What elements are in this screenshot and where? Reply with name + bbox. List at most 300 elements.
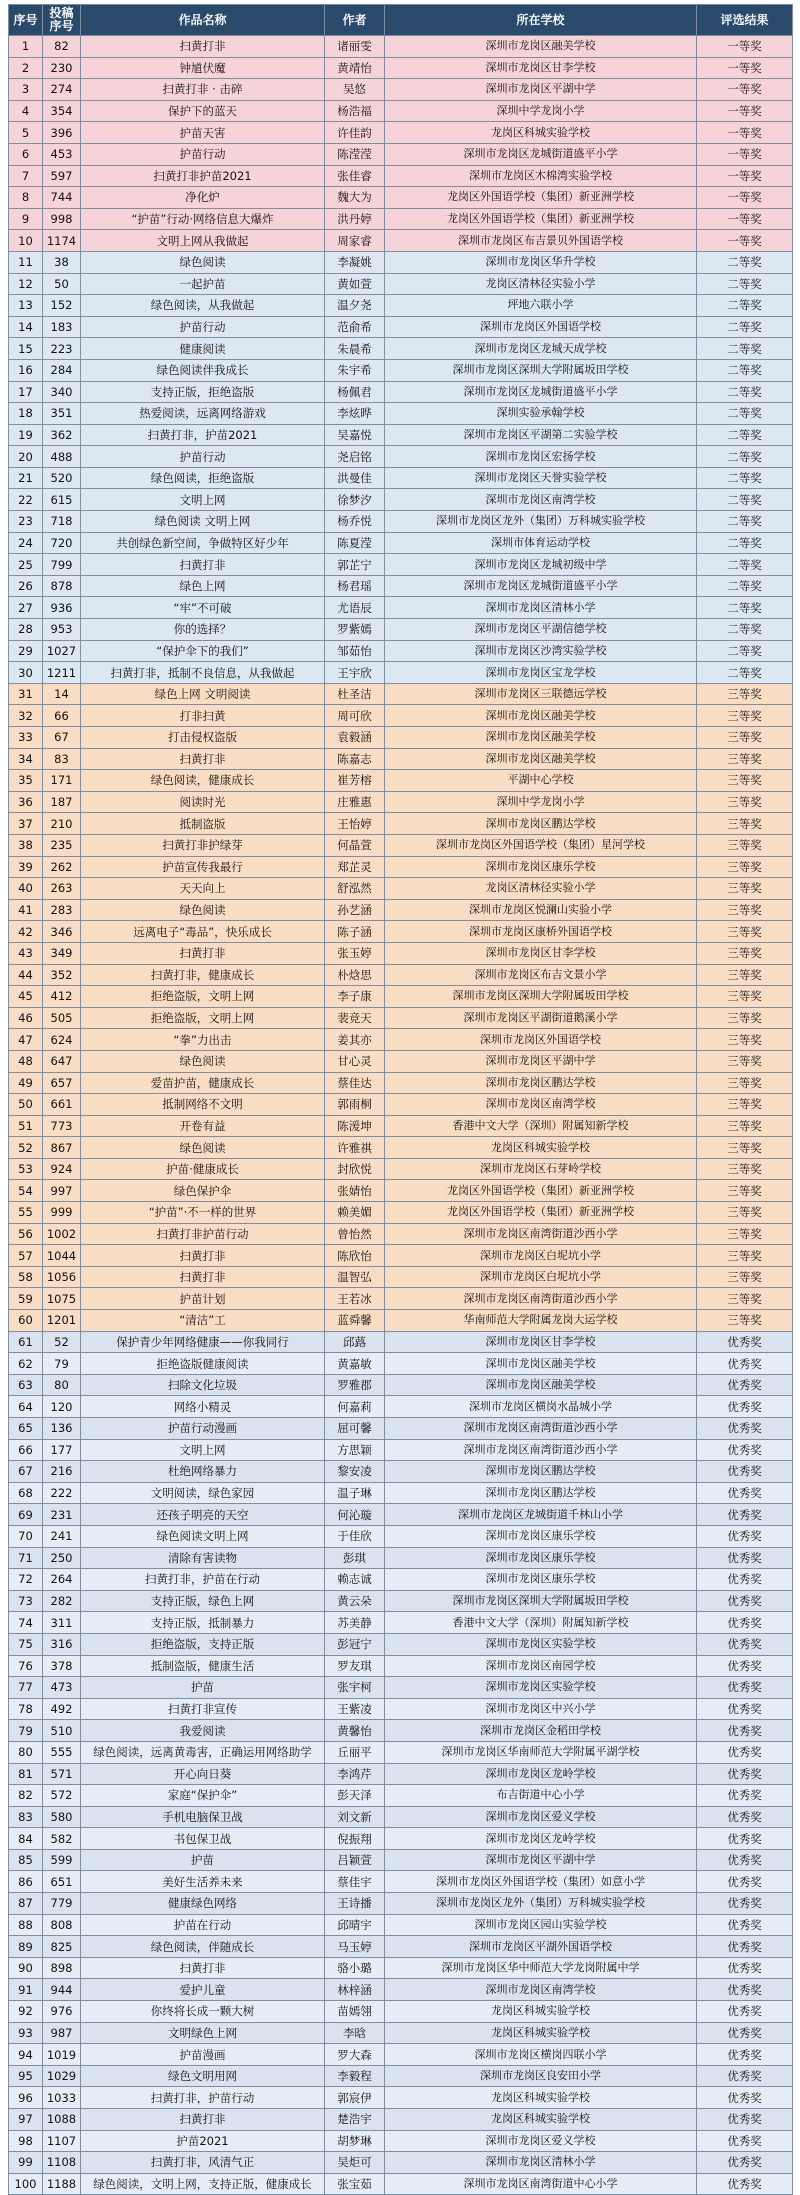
cell-title: 热爱阅读，远离网络游戏 bbox=[81, 403, 325, 425]
cell-submission-no: 340 bbox=[43, 381, 81, 403]
cell-title: 护苗行动 bbox=[81, 446, 325, 468]
cell-result: 二等奖 bbox=[697, 575, 793, 597]
cell-title: 绿色阅读伴我成长 bbox=[81, 359, 325, 381]
table-header-row bbox=[9, 5, 793, 36]
cell-title: 杜绝网络暴力 bbox=[81, 1461, 325, 1483]
cell-seq: 28 bbox=[9, 619, 43, 641]
cell-result: 三等奖 bbox=[697, 921, 793, 943]
cell-author: 李鸿芹 bbox=[325, 1763, 385, 1785]
table-row bbox=[9, 964, 793, 986]
cell-author: 蓝舜馨 bbox=[325, 1310, 385, 1332]
cell-school: 深圳市龙岗区木棉湾实验学校 bbox=[385, 165, 697, 187]
cell-title: 护苗行动 bbox=[81, 316, 325, 338]
cell-submission-no: 720 bbox=[43, 532, 81, 554]
cell-title: 扫黄打非护苗2021 bbox=[81, 165, 325, 187]
cell-submission-no: 1188 bbox=[43, 2173, 81, 2195]
cell-seq: 30 bbox=[9, 662, 43, 684]
cell-author: 崔芳榕 bbox=[325, 770, 385, 792]
cell-school: 龙岗区外国语学校（集团）新亚洲学校 bbox=[385, 187, 697, 209]
cell-title: 扫黄打非 bbox=[81, 554, 325, 576]
cell-school: 深圳中学龙岗小学 bbox=[385, 791, 697, 813]
cell-author: 张佳睿 bbox=[325, 165, 385, 187]
cell-author: 黄如萱 bbox=[325, 273, 385, 295]
cell-seq: 63 bbox=[9, 1374, 43, 1396]
cell-seq: 6 bbox=[9, 143, 43, 165]
cell-result: 优秀奖 bbox=[697, 1677, 793, 1699]
cell-seq: 70 bbox=[9, 1525, 43, 1547]
cell-school: 深圳市龙岗区南湾街道中心小学 bbox=[385, 2173, 697, 2195]
cell-school: 深圳市龙岗区平湖第二实验学校 bbox=[385, 424, 697, 446]
table-row bbox=[9, 1763, 793, 1785]
table-row bbox=[9, 1396, 793, 1418]
cell-author: 黎安凌 bbox=[325, 1461, 385, 1483]
cell-result: 优秀奖 bbox=[697, 1741, 793, 1763]
cell-title: “清洁”工 bbox=[81, 1310, 325, 1332]
cell-title: 绿色阅读，伴随成长 bbox=[81, 1936, 325, 1958]
cell-title: 保护下的蓝天 bbox=[81, 100, 325, 122]
cell-author: 屈可馨 bbox=[325, 1418, 385, 1440]
cell-result: 优秀奖 bbox=[697, 1655, 793, 1677]
cell-author: 张婧怡 bbox=[325, 1180, 385, 1202]
cell-seq: 32 bbox=[9, 705, 43, 727]
cell-author: 周可欣 bbox=[325, 705, 385, 727]
cell-seq: 11 bbox=[9, 251, 43, 273]
cell-result: 一等奖 bbox=[697, 36, 793, 58]
table-row bbox=[9, 921, 793, 943]
cell-result: 优秀奖 bbox=[697, 1849, 793, 1871]
table-row bbox=[9, 1374, 793, 1396]
cell-result: 优秀奖 bbox=[697, 1785, 793, 1807]
table-row bbox=[9, 143, 793, 165]
table-row bbox=[9, 770, 793, 792]
cell-school: 深圳市龙岗区平湖中学 bbox=[385, 1050, 697, 1072]
cell-school: 坪地六联小学 bbox=[385, 295, 697, 317]
cell-school: 深圳市龙岗区平湖外国语学校 bbox=[385, 1936, 697, 1958]
table-row bbox=[9, 2087, 793, 2109]
cell-author: 罗友琪 bbox=[325, 1655, 385, 1677]
cell-seq: 72 bbox=[9, 1569, 43, 1591]
cell-author: 楚浩宇 bbox=[325, 2109, 385, 2131]
table-row bbox=[9, 1698, 793, 1720]
cell-submission-no: 283 bbox=[43, 899, 81, 921]
cell-school: 深圳市龙岗区平湖街道鹅溪小学 bbox=[385, 1007, 697, 1029]
cell-submission-no: 264 bbox=[43, 1569, 81, 1591]
cell-submission-no: 1029 bbox=[43, 2065, 81, 2087]
cell-title: 扫黄打非，风清气正 bbox=[81, 2152, 325, 2174]
cell-seq: 49 bbox=[9, 1072, 43, 1094]
cell-school: 深圳市体育运动学校 bbox=[385, 532, 697, 554]
cell-seq: 92 bbox=[9, 2001, 43, 2023]
cell-author: 陈夏滢 bbox=[325, 532, 385, 554]
cell-seq: 33 bbox=[9, 727, 43, 749]
table-row bbox=[9, 2152, 793, 2174]
cell-author: 赖志诚 bbox=[325, 1569, 385, 1591]
cell-author: 姜其亦 bbox=[325, 1029, 385, 1051]
cell-submission-no: 396 bbox=[43, 122, 81, 144]
cell-seq: 56 bbox=[9, 1223, 43, 1245]
cell-result: 一等奖 bbox=[697, 230, 793, 252]
cell-title: 绿色阅读 bbox=[81, 1050, 325, 1072]
cell-result: 优秀奖 bbox=[697, 1461, 793, 1483]
table-row bbox=[9, 338, 793, 360]
cell-author: 洪丹婷 bbox=[325, 208, 385, 230]
table-row bbox=[9, 878, 793, 900]
cell-author: 孙艺涵 bbox=[325, 899, 385, 921]
cell-seq: 61 bbox=[9, 1331, 43, 1353]
table-row bbox=[9, 1331, 793, 1353]
cell-result: 二等奖 bbox=[697, 273, 793, 295]
table-row bbox=[9, 619, 793, 641]
cell-title: “拳”力出击 bbox=[81, 1029, 325, 1051]
cell-title: 绿色上网 文明阅读 bbox=[81, 683, 325, 705]
table-row bbox=[9, 856, 793, 878]
cell-submission-no: 222 bbox=[43, 1482, 81, 1504]
table-row bbox=[9, 1439, 793, 1461]
cell-title: 手机电脑保卫战 bbox=[81, 1806, 325, 1828]
table-row bbox=[9, 662, 793, 684]
cell-school: 深圳市龙岗区华南师范大学附属平湖学校 bbox=[385, 1741, 697, 1763]
cell-submission-no: 555 bbox=[43, 1741, 81, 1763]
cell-seq: 88 bbox=[9, 1914, 43, 1936]
cell-title: 护苗2021 bbox=[81, 2130, 325, 2152]
cell-school: 深圳市龙岗区外国语学校（集团）如意小学 bbox=[385, 1871, 697, 1893]
cell-school: 深圳市龙岗区甘李学校 bbox=[385, 57, 697, 79]
cell-author: 舒泓然 bbox=[325, 878, 385, 900]
cell-result: 三等奖 bbox=[697, 899, 793, 921]
cell-submission-no: 316 bbox=[43, 1633, 81, 1655]
cell-title: 支持正版，绿色上网 bbox=[81, 1590, 325, 1612]
cell-result: 优秀奖 bbox=[697, 1353, 793, 1375]
table-row bbox=[9, 1223, 793, 1245]
cell-author: 黄云朵 bbox=[325, 1590, 385, 1612]
cell-author: 陈子涵 bbox=[325, 921, 385, 943]
cell-school: 深圳市龙岗区宝龙学校 bbox=[385, 662, 697, 684]
cell-seq: 25 bbox=[9, 554, 43, 576]
cell-author: 朱宇希 bbox=[325, 359, 385, 381]
cell-title: 绿色阅读，远离黄毒害，正确运用网络助学 bbox=[81, 1741, 325, 1763]
table-row bbox=[9, 942, 793, 964]
cell-author: 李晗 bbox=[325, 2022, 385, 2044]
cell-school: 深圳市龙岗区中兴小学 bbox=[385, 1698, 697, 1720]
cell-school: 深圳实验承翰学校 bbox=[385, 403, 697, 425]
header-author: 作者 bbox=[325, 5, 385, 36]
cell-submission-no: 216 bbox=[43, 1461, 81, 1483]
cell-seq: 68 bbox=[9, 1482, 43, 1504]
cell-school: 深圳市龙岗区融美学校 bbox=[385, 1374, 697, 1396]
cell-school: 华南师范大学附属龙岗大运学校 bbox=[385, 1310, 697, 1332]
table-row bbox=[9, 446, 793, 468]
table-row bbox=[9, 1504, 793, 1526]
cell-title: 阅读时光 bbox=[81, 791, 325, 813]
cell-result: 三等奖 bbox=[697, 791, 793, 813]
cell-school: 深圳市龙岗区融美学校 bbox=[385, 705, 697, 727]
cell-submission-no: 998 bbox=[43, 208, 81, 230]
cell-seq: 17 bbox=[9, 381, 43, 403]
cell-seq: 83 bbox=[9, 1806, 43, 1828]
table-row bbox=[9, 295, 793, 317]
cell-result: 二等奖 bbox=[697, 316, 793, 338]
cell-title: “保护伞下的我们” bbox=[81, 640, 325, 662]
cell-result: 优秀奖 bbox=[697, 1914, 793, 1936]
cell-author: 吕颖萱 bbox=[325, 1849, 385, 1871]
cell-school: 深圳市龙岗区横岗四联小学 bbox=[385, 2044, 697, 2066]
cell-submission-no: 997 bbox=[43, 1180, 81, 1202]
cell-title: 文明绿色上网 bbox=[81, 2022, 325, 2044]
cell-seq: 86 bbox=[9, 1871, 43, 1893]
cell-submission-no: 944 bbox=[43, 1979, 81, 2001]
table-row bbox=[9, 1266, 793, 1288]
header-result: 评选结果 bbox=[697, 5, 793, 36]
cell-seq: 65 bbox=[9, 1418, 43, 1440]
cell-title: 抵制盗版，健康生活 bbox=[81, 1655, 325, 1677]
cell-title: 绿色阅读 文明上网 bbox=[81, 511, 325, 533]
cell-author: 洪曼佳 bbox=[325, 467, 385, 489]
cell-school: 深圳市龙岗区甘李学校 bbox=[385, 1331, 697, 1353]
cell-result: 优秀奖 bbox=[697, 2022, 793, 2044]
cell-seq: 64 bbox=[9, 1396, 43, 1418]
cell-title: 绿色阅读，健康成长 bbox=[81, 770, 325, 792]
cell-author: 李子康 bbox=[325, 986, 385, 1008]
cell-result: 三等奖 bbox=[697, 834, 793, 856]
cell-seq: 95 bbox=[9, 2065, 43, 2087]
cell-school: 深圳市龙岗区华中师范大学龙岗附属中学 bbox=[385, 1957, 697, 1979]
cell-school: 深圳市龙岗区实验学校 bbox=[385, 1633, 697, 1655]
cell-school: 深圳市龙岗区南湾学校 bbox=[385, 489, 697, 511]
cell-school: 深圳市龙岗区龙城初级中学 bbox=[385, 554, 697, 576]
cell-result: 优秀奖 bbox=[697, 1806, 793, 1828]
cell-school: 深圳市龙岗区天誉实验学校 bbox=[385, 467, 697, 489]
cell-result: 优秀奖 bbox=[697, 2109, 793, 2131]
cell-school: 深圳市龙岗区南湾学校 bbox=[385, 1979, 697, 2001]
cell-author: 张玉婷 bbox=[325, 942, 385, 964]
cell-school: 深圳市龙岗区龙岭学校 bbox=[385, 1763, 697, 1785]
cell-author: 何晶萱 bbox=[325, 834, 385, 856]
cell-school: 深圳市龙岗区龙岭学校 bbox=[385, 1828, 697, 1850]
cell-seq: 46 bbox=[9, 1007, 43, 1029]
table-row bbox=[9, 1525, 793, 1547]
table-row bbox=[9, 1677, 793, 1699]
table-row bbox=[9, 1741, 793, 1763]
cell-title: 扫黄打非，护苗在行动 bbox=[81, 1569, 325, 1591]
cell-submission-no: 999 bbox=[43, 1202, 81, 1224]
cell-author: 黄嘉敏 bbox=[325, 1353, 385, 1375]
cell-school: 龙岗区科城实验学校 bbox=[385, 2109, 697, 2131]
cell-title: 绿色上网 bbox=[81, 575, 325, 597]
cell-submission-no: 52 bbox=[43, 1331, 81, 1353]
cell-submission-no: 799 bbox=[43, 554, 81, 576]
cell-result: 二等奖 bbox=[697, 295, 793, 317]
cell-result: 优秀奖 bbox=[697, 2065, 793, 2087]
cell-author: 陈湲坤 bbox=[325, 1115, 385, 1137]
cell-title: 钟馗伏魔 bbox=[81, 57, 325, 79]
cell-school: 深圳市龙岗区布吉文景小学 bbox=[385, 964, 697, 986]
table-row bbox=[9, 899, 793, 921]
cell-school: 龙岗区外国语学校（集团）新亚洲学校 bbox=[385, 1202, 697, 1224]
table-row bbox=[9, 467, 793, 489]
cell-title: 抵制网络不文明 bbox=[81, 1094, 325, 1116]
cell-author: 方思颖 bbox=[325, 1439, 385, 1461]
cell-author: 郭雨桐 bbox=[325, 1094, 385, 1116]
table-row bbox=[9, 1029, 793, 1051]
cell-school: 深圳市龙岗区龙城天成学校 bbox=[385, 338, 697, 360]
table-row bbox=[9, 575, 793, 597]
cell-author: 曾怡然 bbox=[325, 1223, 385, 1245]
table-row bbox=[9, 1655, 793, 1677]
cell-seq: 42 bbox=[9, 921, 43, 943]
cell-seq: 44 bbox=[9, 964, 43, 986]
cell-submission-no: 14 bbox=[43, 683, 81, 705]
cell-author: 苏美静 bbox=[325, 1612, 385, 1634]
cell-seq: 1 bbox=[9, 36, 43, 58]
cell-submission-no: 241 bbox=[43, 1525, 81, 1547]
cell-author: 郑芷灵 bbox=[325, 856, 385, 878]
table-row bbox=[9, 1094, 793, 1116]
header-title: 作品名称 bbox=[81, 5, 325, 36]
cell-author: 邱晴宇 bbox=[325, 1914, 385, 1936]
cell-school: 深圳市龙岗区华升学校 bbox=[385, 251, 697, 273]
cell-author: 封欣悦 bbox=[325, 1158, 385, 1180]
cell-submission-no: 210 bbox=[43, 813, 81, 835]
cell-submission-no: 580 bbox=[43, 1806, 81, 1828]
cell-result: 二等奖 bbox=[697, 446, 793, 468]
cell-result: 优秀奖 bbox=[697, 1525, 793, 1547]
table-row bbox=[9, 273, 793, 295]
cell-result: 三等奖 bbox=[697, 1029, 793, 1051]
cell-seq: 67 bbox=[9, 1461, 43, 1483]
cell-school: 深圳市龙岗区甘李学校 bbox=[385, 942, 697, 964]
cell-title: 护苗计划 bbox=[81, 1288, 325, 1310]
cell-result: 三等奖 bbox=[697, 1137, 793, 1159]
cell-submission-no: 520 bbox=[43, 467, 81, 489]
cell-author: 杨乔悦 bbox=[325, 511, 385, 533]
table-row bbox=[9, 1936, 793, 1958]
cell-result: 优秀奖 bbox=[697, 1763, 793, 1785]
cell-result: 三等奖 bbox=[697, 1310, 793, 1332]
cell-author: 温子琳 bbox=[325, 1482, 385, 1504]
table-row bbox=[9, 208, 793, 230]
cell-author: 温智弘 bbox=[325, 1266, 385, 1288]
cell-title: 我爱阅读 bbox=[81, 1720, 325, 1742]
table-row bbox=[9, 1979, 793, 2001]
cell-result: 一等奖 bbox=[697, 100, 793, 122]
cell-submission-no: 878 bbox=[43, 575, 81, 597]
cell-title: 一起护苗 bbox=[81, 273, 325, 295]
table-row bbox=[9, 2173, 793, 2195]
cell-title: 扫黄打非 bbox=[81, 36, 325, 58]
cell-result: 二等奖 bbox=[697, 251, 793, 273]
cell-submission-no: 808 bbox=[43, 1914, 81, 1936]
cell-result: 三等奖 bbox=[697, 727, 793, 749]
cell-submission-no: 66 bbox=[43, 705, 81, 727]
cell-author: 胡梦琳 bbox=[325, 2130, 385, 2152]
table-row bbox=[9, 2109, 793, 2131]
cell-title: 扫黄打非 bbox=[81, 942, 325, 964]
cell-author: 陈欣怡 bbox=[325, 1245, 385, 1267]
cell-school: 深圳市龙岗区融美学校 bbox=[385, 727, 697, 749]
cell-submission-no: 183 bbox=[43, 316, 81, 338]
cell-result: 二等奖 bbox=[697, 338, 793, 360]
cell-seq: 41 bbox=[9, 899, 43, 921]
table-row bbox=[9, 381, 793, 403]
cell-school: 深圳市龙岗区康桥外国语学校 bbox=[385, 921, 697, 943]
cell-submission-no: 346 bbox=[43, 921, 81, 943]
cell-school: 平湖中心学校 bbox=[385, 770, 697, 792]
cell-result: 二等奖 bbox=[697, 554, 793, 576]
cell-author: 杨浩福 bbox=[325, 100, 385, 122]
cell-seq: 18 bbox=[9, 403, 43, 425]
cell-result: 三等奖 bbox=[697, 856, 793, 878]
cell-school: 深圳市龙岗区爱义学校 bbox=[385, 1806, 697, 1828]
cell-title: 扫除文化垃圾 bbox=[81, 1374, 325, 1396]
cell-school: 深圳市龙岗区外国语学校（集团）星河学校 bbox=[385, 834, 697, 856]
cell-result: 优秀奖 bbox=[697, 1720, 793, 1742]
cell-seq: 43 bbox=[9, 942, 43, 964]
table-row bbox=[9, 359, 793, 381]
cell-title: 护苗宣传我最行 bbox=[81, 856, 325, 878]
table-row bbox=[9, 424, 793, 446]
cell-submission-no: 825 bbox=[43, 1936, 81, 1958]
cell-title: 护苗·健康成长 bbox=[81, 1158, 325, 1180]
cell-title: 文明上网从我做起 bbox=[81, 230, 325, 252]
cell-submission-no: 936 bbox=[43, 597, 81, 619]
cell-school: 深圳市龙岗区沙湾实验学校 bbox=[385, 640, 697, 662]
cell-result: 优秀奖 bbox=[697, 2173, 793, 2195]
cell-result: 一等奖 bbox=[697, 122, 793, 144]
table-row bbox=[9, 122, 793, 144]
cell-title: 你的选择？ bbox=[81, 619, 325, 641]
cell-title: 支持正版，拒绝盗版 bbox=[81, 381, 325, 403]
cell-author: 李炫晔 bbox=[325, 403, 385, 425]
cell-result: 优秀奖 bbox=[697, 2044, 793, 2066]
cell-submission-no: 80 bbox=[43, 1374, 81, 1396]
cell-seq: 80 bbox=[9, 1741, 43, 1763]
cell-school: 深圳市龙岗区融美学校 bbox=[385, 1353, 697, 1375]
cell-result: 优秀奖 bbox=[697, 2152, 793, 2174]
cell-submission-no: 282 bbox=[43, 1590, 81, 1612]
cell-school: 深圳市龙岗区南湾街道沙西小学 bbox=[385, 1223, 697, 1245]
cell-seq: 62 bbox=[9, 1353, 43, 1375]
cell-seq: 77 bbox=[9, 1677, 43, 1699]
cell-result: 优秀奖 bbox=[697, 2001, 793, 2023]
cell-author: 刘文新 bbox=[325, 1806, 385, 1828]
cell-author: 许佳韵 bbox=[325, 122, 385, 144]
cell-seq: 87 bbox=[9, 1893, 43, 1915]
cell-result: 优秀奖 bbox=[697, 1374, 793, 1396]
table-row bbox=[9, 230, 793, 252]
cell-submission-no: 597 bbox=[43, 165, 81, 187]
cell-author: 诸丽雯 bbox=[325, 36, 385, 58]
cell-school: 香港中文大学（深圳）附属知新学校 bbox=[385, 1612, 697, 1634]
cell-submission-no: 473 bbox=[43, 1677, 81, 1699]
cell-school: 深圳市龙岗区清林小学 bbox=[385, 2152, 697, 2174]
cell-seq: 58 bbox=[9, 1266, 43, 1288]
cell-title: 净化炉 bbox=[81, 187, 325, 209]
cell-title: “牢”不可破 bbox=[81, 597, 325, 619]
cell-seq: 73 bbox=[9, 1590, 43, 1612]
cell-seq: 19 bbox=[9, 424, 43, 446]
cell-school: 深圳市龙岗区深圳大学附属坂田学校 bbox=[385, 359, 697, 381]
cell-school: 龙岗区科城实验学校 bbox=[385, 2022, 697, 2044]
cell-author: 袁毅涵 bbox=[325, 727, 385, 749]
cell-school: 深圳市龙岗区龙外（集团）万科城实验学校 bbox=[385, 1893, 697, 1915]
cell-result: 三等奖 bbox=[697, 1223, 793, 1245]
cell-author: 王宇欣 bbox=[325, 662, 385, 684]
cell-submission-no: 657 bbox=[43, 1072, 81, 1094]
cell-seq: 53 bbox=[9, 1158, 43, 1180]
cell-submission-no: 488 bbox=[43, 446, 81, 468]
cell-submission-no: 263 bbox=[43, 878, 81, 900]
cell-seq: 51 bbox=[9, 1115, 43, 1137]
